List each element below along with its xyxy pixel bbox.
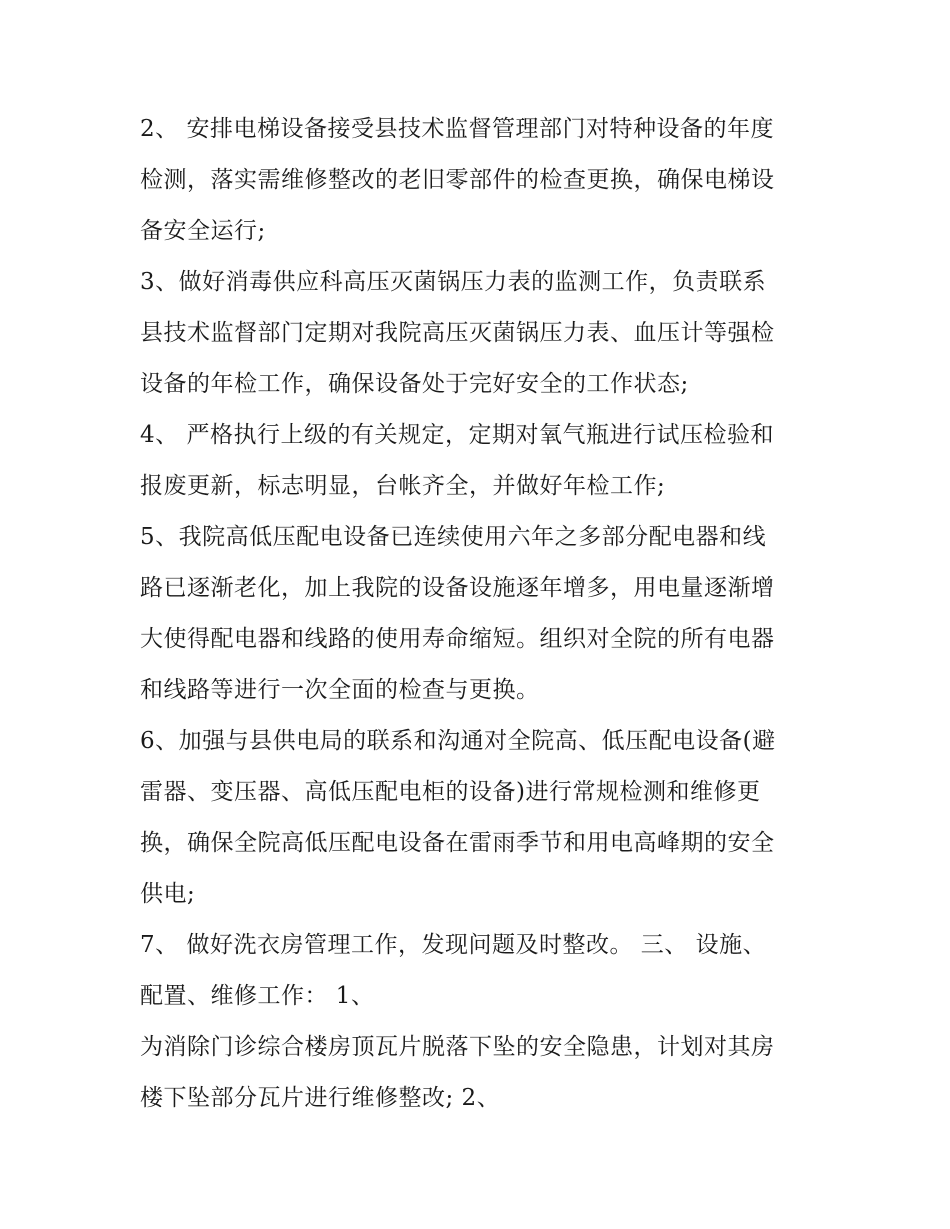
text-line: 5、我院高低压配电设备已连续使用六年之多部分配电器和线 <box>140 524 767 550</box>
text-line: 检测，落实需维修整改的老旧零部件的检查更换，确保电梯设 <box>140 167 775 193</box>
text-line: 配置、维修工作： 1、 <box>140 983 375 1009</box>
text-line: 报废更新，标志明显，台帐齐全，并做好年检工作; <box>140 473 666 499</box>
text-line: 7、 做好洗衣房管理工作，发现问题及时整改。 三、 设施、 <box>140 932 767 958</box>
text-line: 供电; <box>140 881 196 907</box>
text-line: 路已逐渐老化，加上我院的设备设施逐年增多，用电量逐渐增 <box>140 575 775 601</box>
text-line: 县技术监督部门定期对我院高压灭菌锅压力表、血压计等强检 <box>140 320 775 346</box>
text-line: 为消除门诊综合楼房顶瓦片脱落下坠的安全隐患，计划对其房 <box>140 1034 775 1060</box>
text-line: 备安全运行; <box>140 218 266 244</box>
text-line: 2、 安排电梯设备接受县技术监督管理部门对特种设备的年度 <box>140 116 774 142</box>
text-line: 大使得配电器和线路的使用寿命缩短。组织对全院的所有电器 <box>140 626 775 652</box>
text-line: 换，确保全院高低压配电设备在雷雨季节和用电高峰期的安全 <box>140 830 775 856</box>
text-line: 3、做好消毒供应科高压灭菌锅压力表的监测工作，负责联系 <box>140 269 767 295</box>
text-line: 4、 严格执行上级的有关规定，定期对氧气瓶进行试压检验和 <box>140 422 774 448</box>
text-line: 设备的年检工作，确保设备处于完好安全的工作状态; <box>140 371 689 397</box>
text-line: 楼下坠部分瓦片进行维修整改; 2、 <box>140 1085 501 1111</box>
text-line: 雷器、变压器、高低压配电柜的设备)进行常规检测和维修更 <box>140 779 761 805</box>
text-line: 和线路等进行一次全面的检查与更换。 <box>140 677 540 703</box>
document-body <box>140 104 820 1124</box>
text-line: 6、加强与县供电局的联系和沟通对全院高、低压配电设备(避 <box>140 728 776 754</box>
